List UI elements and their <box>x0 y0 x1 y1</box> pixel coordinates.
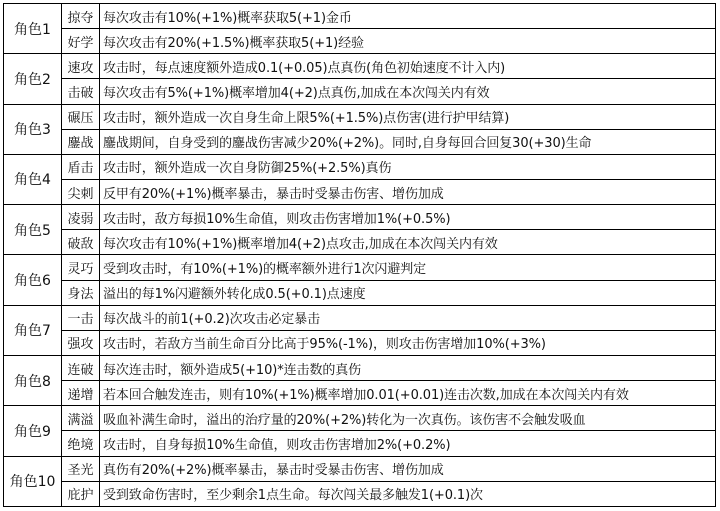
table-row <box>4 355 716 380</box>
table-row <box>4 280 716 305</box>
role-name-cell: 角色9 <box>4 406 62 456</box>
skill-name-cell: 庇护 <box>62 481 100 506</box>
skill-name-cell: 绝境 <box>62 431 100 456</box>
table-row <box>4 179 716 204</box>
role-name-cell: 角色6 <box>4 255 62 305</box>
table-row <box>4 205 716 230</box>
skill-name-cell: 破敌 <box>62 230 100 255</box>
table-row <box>4 29 716 54</box>
skill-description-cell: 鏖战期间，自身受到的鏖战伤害减少20%(+2%)。同时,自身每回合回复30(+30)生命 <box>100 129 716 154</box>
role-name-cell: 角色1 <box>4 4 62 54</box>
skill-description-cell: 攻击时，额外造成一次自身生命上限5%(+1.5%)点伤害(进行护甲结算) <box>100 104 716 129</box>
skill-name-cell: 速攻 <box>62 54 100 79</box>
skill-description-cell: 攻击时，额外造成一次自身防御25%(+2.5%)真伤 <box>100 154 716 179</box>
skill-description-cell: 真伤有20%(+2%)概率暴击，暴击时受暴击伤害、增伤加成 <box>100 456 716 481</box>
table-row <box>4 330 716 355</box>
role-name-cell: 角色5 <box>4 205 62 255</box>
skill-name-cell: 递增 <box>62 381 100 406</box>
table-row <box>4 481 716 506</box>
role-name-cell: 角色7 <box>4 305 62 355</box>
skill-name-cell: 击破 <box>62 79 100 104</box>
skill-name-cell: 碾压 <box>62 104 100 129</box>
skill-name-cell: 掠夺 <box>62 4 100 29</box>
skill-name-cell: 满溢 <box>62 406 100 431</box>
skill-name-cell: 一击 <box>62 305 100 330</box>
table-row <box>4 381 716 406</box>
skill-description-cell: 攻击时，若敌方当前生命百分比高于95%(-1%)，则攻击伤害增加10%(+3%) <box>100 330 716 355</box>
skill-name-cell: 身法 <box>62 280 100 305</box>
skill-name-cell: 尖刺 <box>62 179 100 204</box>
role-name-cell: 角色10 <box>4 456 62 506</box>
table-row <box>4 4 716 29</box>
skill-name-cell: 灵巧 <box>62 255 100 280</box>
skill-description-cell: 攻击时，敌方每损10%生命值，则攻击伤害增加1%(+0.5%) <box>100 205 716 230</box>
skill-description-cell: 每次攻击有10%(+1%)概率增加4(+2)点攻击,加成在本次闯关内有效 <box>100 230 716 255</box>
skill-description-cell: 每次战斗的前1(+0.2)次攻击必定暴击 <box>100 305 716 330</box>
skill-description-cell: 每次连击时，额外造成5(+10)*连击数的真伤 <box>100 355 716 380</box>
role-name-cell: 角色8 <box>4 355 62 405</box>
skill-name-cell: 好学 <box>62 29 100 54</box>
table-row <box>4 431 716 456</box>
skill-description-cell: 若本回合触发连击，则有10%(+1%)概率增加0.01(+0.01)连击次数,加成在本次闯关内有效 <box>100 381 716 406</box>
skills-table <box>3 3 716 507</box>
skill-description-cell: 吸血补满生命时，溢出的治疗量的20%(+2%)转化为一次真伤。该伤害不会触发吸血 <box>100 406 716 431</box>
table-row <box>4 456 716 481</box>
skill-description-cell: 反甲有20%(+1%)概率暴击，暴击时受暴击伤害、增伤加成 <box>100 179 716 204</box>
skills-table-body <box>4 4 716 507</box>
table-row <box>4 104 716 129</box>
table-row <box>4 79 716 104</box>
skill-description-cell: 攻击时，每点速度额外造成0.1(+0.05)点真伤(角色初始速度不计入内) <box>100 54 716 79</box>
skill-name-cell: 盾击 <box>62 154 100 179</box>
role-name-cell: 角色4 <box>4 154 62 204</box>
skill-description-cell: 溢出的每1%闪避额外转化成0.5(+0.1)点速度 <box>100 280 716 305</box>
skill-name-cell: 凌弱 <box>62 205 100 230</box>
table-row <box>4 154 716 179</box>
role-name-cell: 角色2 <box>4 54 62 104</box>
table-row <box>4 305 716 330</box>
skill-description-cell: 每次攻击有10%(+1%)概率获取5(+1)金币 <box>100 4 716 29</box>
role-name-cell: 角色3 <box>4 104 62 154</box>
skill-description-cell: 受到攻击时，有10%(+1%)的概率额外进行1次闪避判定 <box>100 255 716 280</box>
table-row <box>4 230 716 255</box>
skill-name-cell: 连破 <box>62 355 100 380</box>
skill-description-cell: 每次攻击有20%(+1.5%)概率获取5(+1)经验 <box>100 29 716 54</box>
skill-description-cell: 每次攻击有5%(+1%)概率增加4(+2)点真伤,加成在本次闯关内有效 <box>100 79 716 104</box>
skill-description-cell: 攻击时，自身每损10%生命值，则攻击伤害增加2%(+0.2%) <box>100 431 716 456</box>
table-row <box>4 54 716 79</box>
table-row <box>4 129 716 154</box>
skill-name-cell: 圣光 <box>62 456 100 481</box>
skill-description-cell: 受到致命伤害时，至少剩余1点生命。每次闯关最多触发1(+0.1)次 <box>100 481 716 506</box>
skill-name-cell: 鏖战 <box>62 129 100 154</box>
table-row <box>4 406 716 431</box>
skill-name-cell: 强攻 <box>62 330 100 355</box>
table-row <box>4 255 716 280</box>
